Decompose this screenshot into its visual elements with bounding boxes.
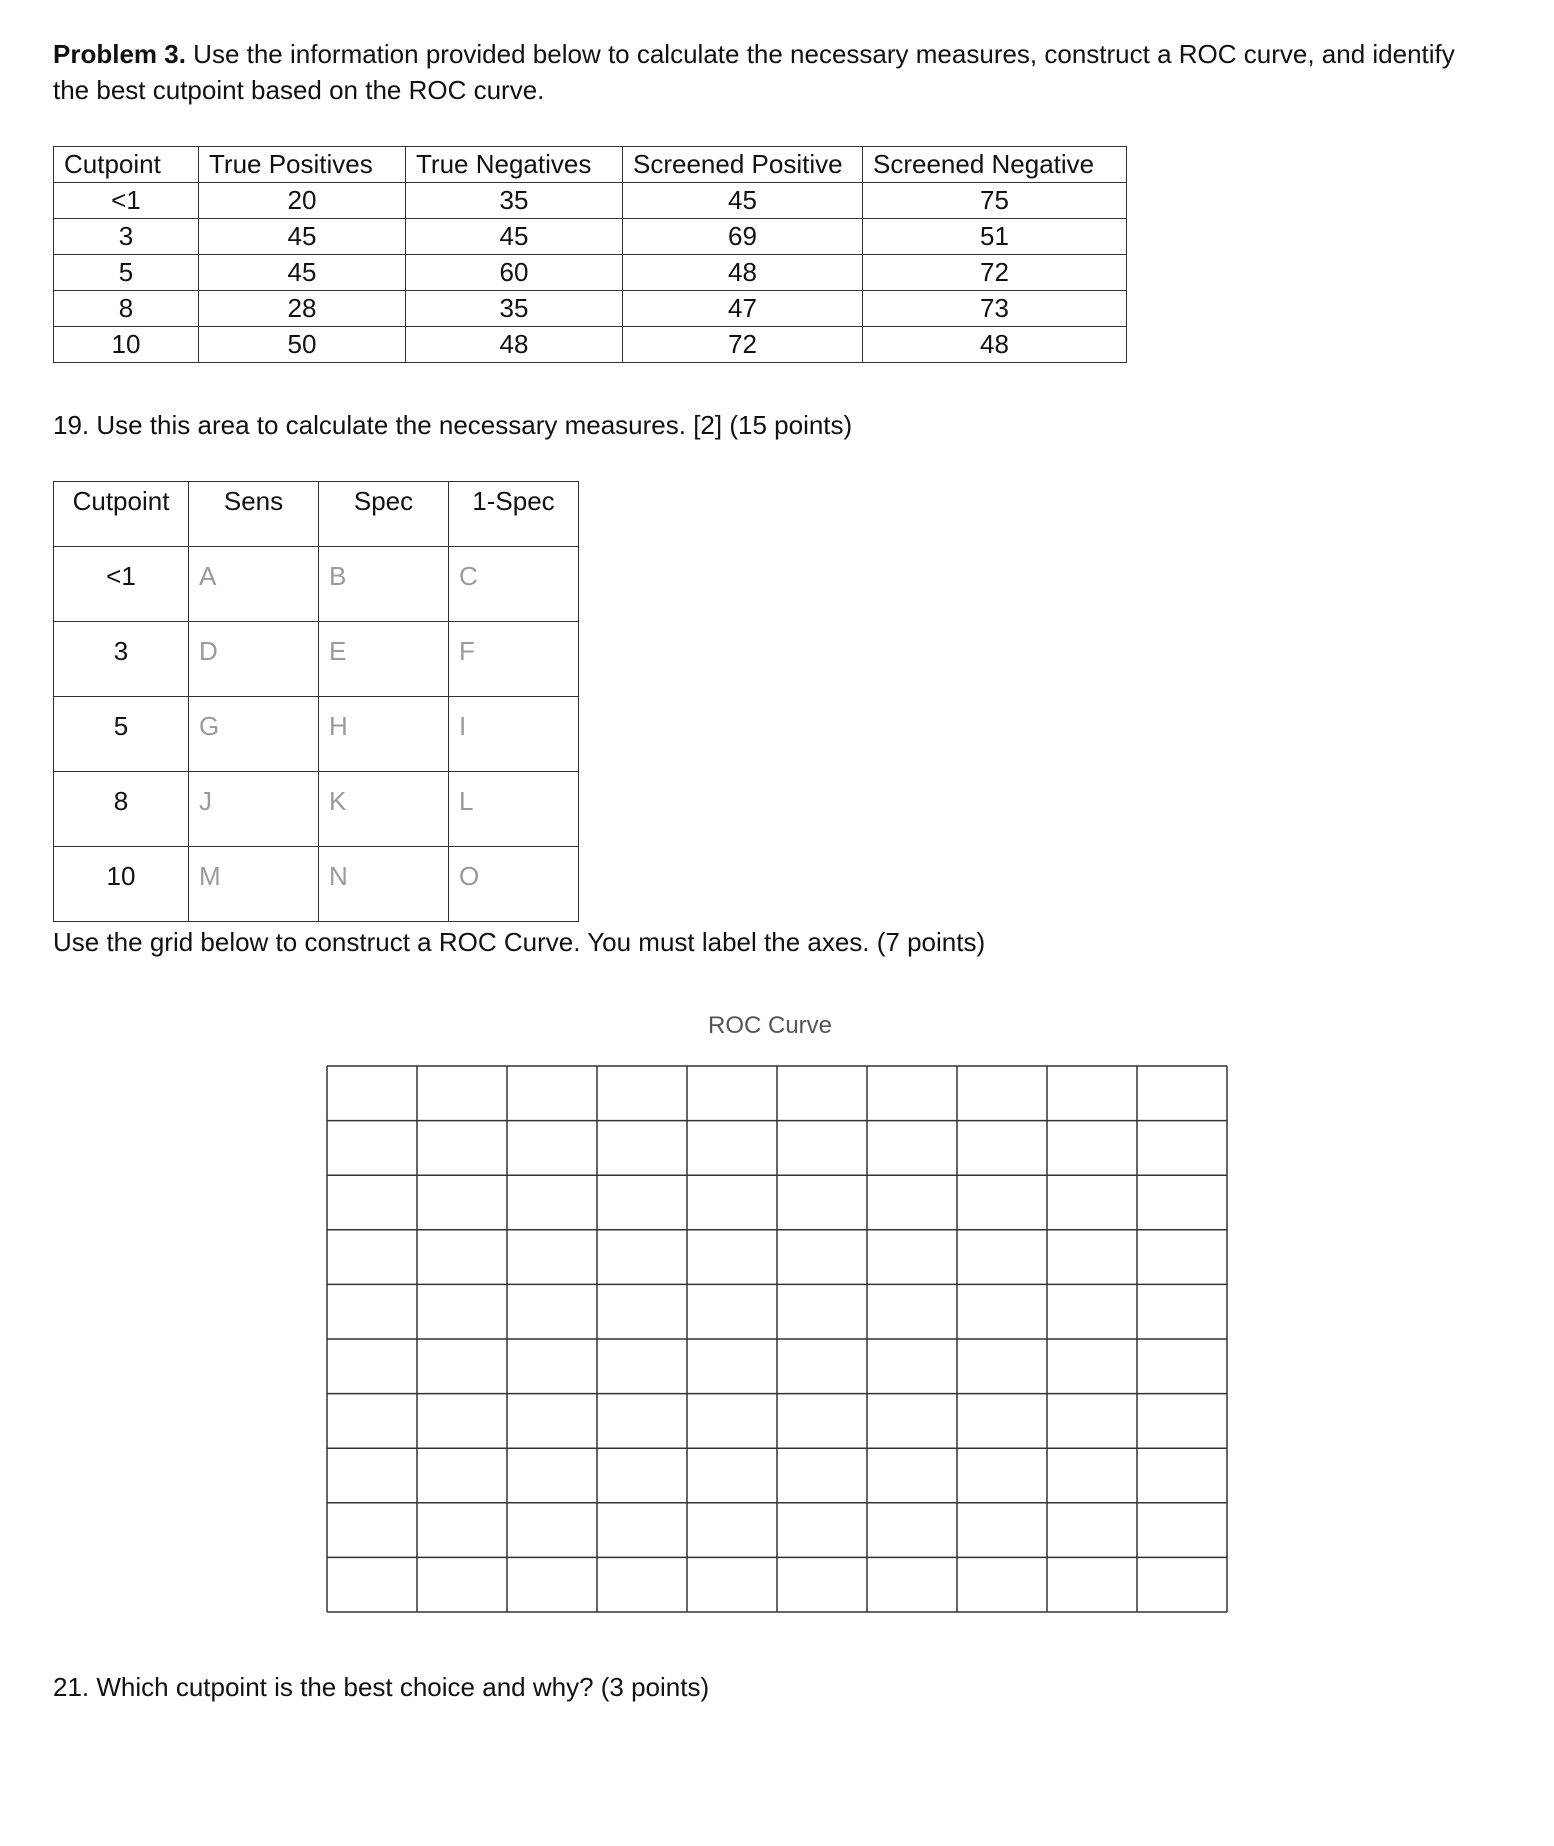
calc-cell-sens[interactable]: M [189,847,319,922]
calc-cell-one-minus-spec[interactable]: L [449,772,579,847]
calc-cell-spec[interactable]: E [319,622,449,697]
cell-true-negatives: 35 [406,183,623,219]
calc-table [53,481,579,922]
table-row [54,183,1127,219]
cell-true-positives: 50 [199,327,406,363]
table-row [54,697,579,772]
cell-screened-negative: 75 [863,183,1127,219]
header-true-positives: True Positives [199,147,406,183]
calc-cell-spec[interactable]: K [319,772,449,847]
cell-true-positives: 45 [199,255,406,291]
calc-cell-sens[interactable]: A [189,547,319,622]
calc-cell-sens[interactable]: G [189,697,319,772]
calc-cell-cutpoint: <1 [54,547,189,622]
calc-table-header-row [54,482,579,547]
calc-cell-spec[interactable]: B [319,547,449,622]
calc-cell-cutpoint: 5 [54,697,189,772]
data-table-header-row [54,147,1127,183]
cell-screened-positive: 47 [623,291,863,327]
table-row [54,291,1127,327]
calc-header-sens: Sens [189,482,319,547]
calc-cell-one-minus-spec[interactable]: C [449,547,579,622]
problem-label: Problem 3. [53,39,186,69]
roc-grid[interactable] [325,1064,1229,1614]
problem-text: Use the information provided below to calculate the necessary measures, construct a ROC curve, and identify the best cutpoint based on the ROC curve. [53,39,1455,105]
calc-cell-sens[interactable]: J [189,772,319,847]
calc-cell-spec[interactable]: N [319,847,449,922]
cell-screened-negative: 72 [863,255,1127,291]
calc-cell-spec[interactable]: H [319,697,449,772]
header-true-negatives: True Negatives [406,147,623,183]
cell-screened-positive: 69 [623,219,863,255]
calc-cell-one-minus-spec[interactable]: O [449,847,579,922]
calc-header-cutpoint: Cutpoint [54,482,189,547]
cell-cutpoint: <1 [54,183,199,219]
cell-cutpoint: 10 [54,327,199,363]
cell-true-negatives: 45 [406,219,623,255]
calc-header-spec: Spec [319,482,449,547]
calc-cell-cutpoint: 8 [54,772,189,847]
cell-cutpoint: 8 [54,291,199,327]
calc-cell-one-minus-spec[interactable]: I [449,697,579,772]
roc-curve-title: ROC Curve [707,1012,833,1039]
cell-true-negatives: 48 [406,327,623,363]
cell-screened-negative: 51 [863,219,1127,255]
calc-cell-cutpoint: 10 [54,847,189,922]
cell-screened-negative: 73 [863,291,1127,327]
table-row [54,772,579,847]
cell-screened-positive: 72 [623,327,863,363]
table-row [54,255,1127,291]
cell-true-negatives: 35 [406,291,623,327]
calc-cell-cutpoint: 3 [54,622,189,697]
header-cutpoint: Cutpoint [54,147,199,183]
cell-cutpoint: 5 [54,255,199,291]
table-row [54,219,1127,255]
calc-cell-sens[interactable]: D [189,622,319,697]
cell-screened-positive: 45 [623,183,863,219]
cell-screened-positive: 48 [623,255,863,291]
table-row [54,847,579,922]
calc-cell-one-minus-spec[interactable]: F [449,622,579,697]
question-19: 19. Use this area to calculate the necessary measures. [2] (15 points) [53,410,853,440]
cell-true-negatives: 60 [406,255,623,291]
cell-screened-negative: 48 [863,327,1127,363]
table-row [54,622,579,697]
cell-true-positives: 28 [199,291,406,327]
header-screened-positive: Screened Positive [623,147,863,183]
header-screened-negative: Screened Negative [863,147,1127,183]
cell-true-positives: 20 [199,183,406,219]
table-row [54,547,579,622]
question-21: 21. Which cutpoint is the best choice and why? (3 points) [53,1672,710,1702]
cell-cutpoint: 3 [54,219,199,255]
question-20: Use the grid below to construct a ROC Curve. You must label the axes. (7 points) [53,927,986,957]
problem-statement [53,36,1493,108]
table-row [54,327,1127,363]
cell-true-positives: 45 [199,219,406,255]
data-table [53,146,1127,363]
calc-header-one-minus-spec: 1-Spec [449,482,579,547]
